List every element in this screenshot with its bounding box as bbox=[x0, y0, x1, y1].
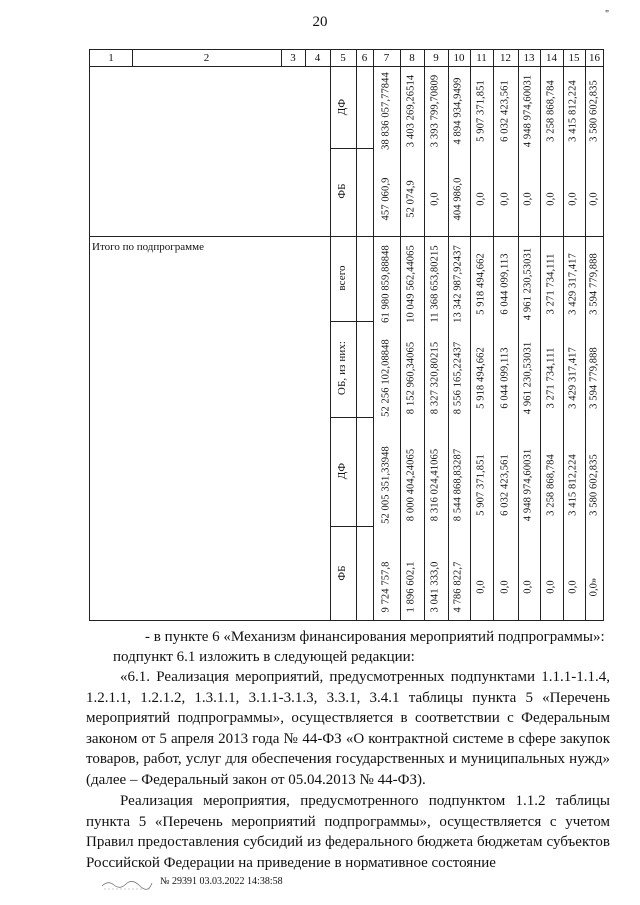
top-df-value-9: 3 393 799,70809 bbox=[429, 74, 441, 147]
ob-value-8: 8 152 960,34065 bbox=[405, 341, 417, 415]
bottom-fb-value-14: 0,0 bbox=[545, 579, 556, 594]
column-number-11: 11 bbox=[476, 52, 487, 64]
total-value-7: 61 980 859,88848 bbox=[380, 244, 391, 323]
ob-value-13: 4 961 230,53031 bbox=[522, 341, 534, 415]
column-number-16: 16 bbox=[589, 52, 600, 64]
top-df-value-10: 4 894 934,9499 bbox=[452, 76, 464, 145]
header-ob: ОБ, из них: bbox=[336, 340, 348, 396]
bottom-df-value-11: 5 907 371,851 bbox=[475, 453, 486, 516]
paragraph-implementation: Реализация мероприятия, предусмотренного подпунктом 1.1.2 таблицы пункта 5 «Перечень мероприятий подпрограммы», осуществляется с учетом Правил предоставления субсидий из федерального бюджета бюджетам субъектов Российской Федерации на приведение в нормативное состояние bbox=[86, 793, 610, 871]
top-df-value-13: 4 948 974,60031 bbox=[522, 74, 534, 147]
column-number-12: 12 bbox=[500, 52, 511, 64]
total-value-8: 10 049 562,44065 bbox=[405, 244, 417, 323]
ob-value-16: 3 594 779,888 bbox=[588, 347, 599, 409]
ob-value-11: 5 918 494,662 bbox=[475, 347, 486, 409]
bottom-fb-value-7: 9 724 757,8 bbox=[380, 561, 391, 612]
top-fb-value-7: 457 060,9 bbox=[380, 177, 391, 221]
header-total: всего bbox=[336, 264, 348, 291]
top-fb-value-15: 0,0 bbox=[567, 192, 579, 206]
column-number-10: 10 bbox=[453, 52, 465, 64]
bottom-fb-value-12: 0,0 bbox=[499, 579, 510, 594]
total-value-14: 3 271 734,111 bbox=[545, 253, 556, 314]
total-label: Итого по подпрограмме bbox=[92, 241, 204, 253]
bottom-df-value-14: 3 258 868,784 bbox=[545, 453, 556, 516]
top-fb-value-11: 0,0 bbox=[475, 192, 486, 206]
total-value-12: 6 044 099,113 bbox=[499, 252, 510, 315]
ob-value-7: 52 256 102,08848 bbox=[380, 339, 391, 417]
text-line-2: подпункт 6.1 изложить в следующей редакции: bbox=[113, 649, 415, 665]
top-fb-value-9: 0,0 bbox=[429, 192, 441, 206]
header-fb-bottom: ФБ bbox=[336, 564, 348, 581]
column-number-15: 15 bbox=[568, 52, 580, 64]
bottom-fb-value-9: 3 041 333,0 bbox=[429, 561, 441, 612]
page-number: 20 bbox=[312, 14, 328, 30]
bottom-fb-value-10: 4 786 822,7 bbox=[452, 561, 464, 612]
total-value-16: 3 594 779,888 bbox=[588, 252, 599, 315]
total-value-9: 11 368 653,80215 bbox=[429, 244, 441, 323]
top-df-value-14: 3 258 868,784 bbox=[545, 79, 556, 142]
top-df-value-11: 5 907 371,851 bbox=[475, 79, 486, 142]
column-number-13: 13 bbox=[523, 52, 535, 64]
column-number-9: 9 bbox=[433, 52, 439, 64]
total-value-11: 5 918 494,662 bbox=[475, 252, 486, 315]
header-df-top: ДФ bbox=[336, 98, 348, 115]
corner-mark: " bbox=[605, 9, 610, 20]
top-fb-value-16: 0,0 bbox=[588, 192, 599, 206]
column-number-7: 7 bbox=[383, 52, 390, 64]
registration-stamp-icon bbox=[100, 876, 154, 892]
bottom-df-value-7: 52 005 351,33948 bbox=[380, 445, 391, 524]
paragraph-6-1: «6.1. Реализация мероприятий, предусмотренных подпунктами 1.1.1-1.1.4, 1.2.1.1, 1.2.1.2, 1.3.1.1, 3.1.1-3.1.3, 3.3.1, 3.4.1 таблицы пункта 5 «Перечень мероприятий подпрограммы», осуществляется в соответствии с Федеральным законом от 5 апреля 2013 года № 44-ФЗ «О контрактной системе в сфере закупок товаров, работ, услуг для обеспечения государственных и муниципальных нужд» (далее – Федеральный закон от 05.04.2013 № 44-ФЗ). bbox=[86, 669, 610, 788]
bottom-df-value-10: 8 544 868,83287 bbox=[452, 448, 464, 521]
bottom-df-value-9: 8 316 024,41065 bbox=[429, 448, 441, 521]
bottom-fb-value-8: 1 896 602,1 bbox=[405, 561, 417, 612]
top-fb-value-8: 52 074,9 bbox=[405, 180, 417, 218]
ob-value-10: 8 556 165,22437 bbox=[452, 341, 464, 415]
bottom-df-value-16: 3 580 602,835 bbox=[588, 453, 599, 516]
ob-value-14: 3 271 734,111 bbox=[545, 347, 556, 409]
top-df-value-16: 3 580 602,835 bbox=[588, 79, 599, 142]
total-value-15: 3 429 317,417 bbox=[567, 252, 579, 315]
bottom-fb-value-16: 0,0» bbox=[588, 577, 599, 596]
column-number-5: 5 bbox=[340, 52, 346, 64]
bottom-df-value-8: 8 000 404,24065 bbox=[405, 448, 417, 521]
column-number-14: 14 bbox=[546, 52, 557, 64]
top-fb-value-13: 0,0 bbox=[522, 192, 534, 206]
column-number-4: 4 bbox=[314, 52, 321, 64]
column-number-1: 1 bbox=[108, 52, 114, 64]
top-fb-value-10: 404 986,0 bbox=[452, 177, 464, 221]
document-id: № 29391 03.03.2022 14:38:58 bbox=[160, 876, 283, 887]
header-fb-top: ФБ bbox=[336, 183, 348, 199]
bottom-fb-value-13: 0,0 bbox=[522, 579, 534, 594]
column-number-8: 8 bbox=[409, 52, 415, 64]
top-df-value-15: 3 415 812,224 bbox=[567, 79, 579, 142]
total-value-10: 13 342 987,92437 bbox=[452, 244, 464, 323]
bottom-df-value-12: 6 032 423,561 bbox=[499, 453, 510, 516]
top-fb-value-12: 0,0 bbox=[499, 192, 510, 206]
top-fb-value-14: 0,0 bbox=[545, 192, 556, 206]
column-number-2: 2 bbox=[203, 52, 210, 64]
top-df-value-12: 6 032 423,561 bbox=[499, 79, 510, 142]
bottom-fb-value-11: 0,0 bbox=[475, 579, 486, 594]
bottom-df-value-15: 3 415 812,224 bbox=[567, 453, 579, 516]
top-df-value-7: 38 836 057,77844 bbox=[380, 71, 391, 150]
text-line-1: - в пункте 6 «Механизм финансирования мероприятий подпрограммы»: bbox=[145, 629, 605, 645]
total-value-13: 4 961 230,53031 bbox=[522, 247, 534, 320]
top-df-value-8: 3 403 269,26514 bbox=[405, 74, 417, 147]
header-df-bottom: ДФ bbox=[336, 462, 348, 479]
bottom-df-value-13: 4 948 974,60031 bbox=[522, 448, 534, 521]
column-number-3: 3 bbox=[290, 52, 296, 64]
column-number-6: 6 bbox=[361, 52, 368, 64]
ob-value-15: 3 429 317,417 bbox=[567, 347, 579, 409]
ob-value-12: 6 044 099,113 bbox=[499, 347, 510, 409]
ob-value-9: 8 327 320,80215 bbox=[429, 341, 441, 415]
bottom-fb-value-15: 0,0 bbox=[567, 579, 579, 594]
